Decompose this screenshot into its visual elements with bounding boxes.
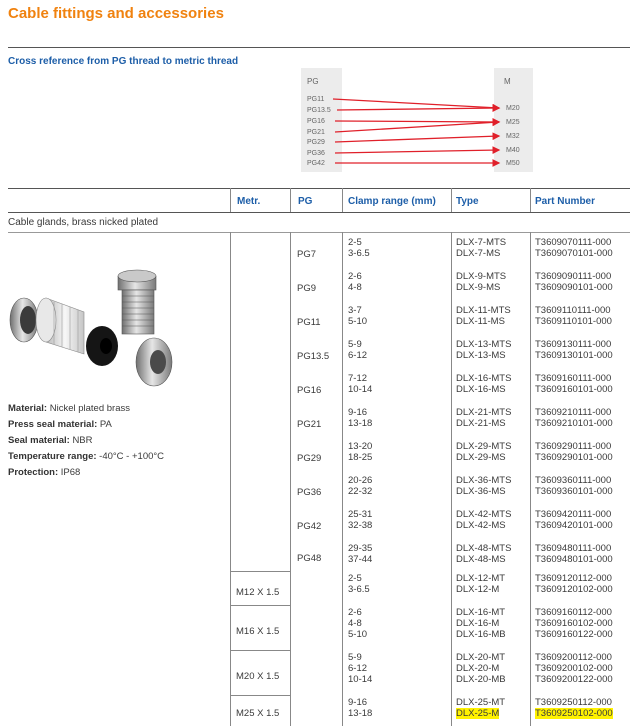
cell-clamp: 2-6 bbox=[348, 271, 362, 282]
cell-type: DLX-13-MS bbox=[456, 350, 506, 361]
pg-label: PG16 bbox=[307, 118, 325, 125]
cell-type: DLX-20-MB bbox=[456, 674, 506, 685]
cell-clamp: 2-5 bbox=[348, 573, 362, 584]
cell-pg: PG36 bbox=[297, 487, 322, 498]
cell-type: DLX-25-MT bbox=[456, 697, 506, 708]
pg-label: PG36 bbox=[307, 150, 325, 157]
cell-type: DLX-20-M bbox=[456, 663, 500, 674]
press-seal bbox=[36, 298, 84, 354]
table-header-border bbox=[8, 212, 630, 213]
section-subtitle: Cross reference from PG thread to metric thread bbox=[8, 56, 239, 67]
cell-part: T3609160102-000 bbox=[535, 618, 613, 629]
cell-part: T3609120102-000 bbox=[535, 584, 613, 595]
cell-clamp: 9-16 bbox=[348, 697, 368, 708]
cell-clamp: 4-8 bbox=[348, 282, 362, 293]
cell-clamp: 3-6.5 bbox=[348, 248, 370, 259]
cell-type: DLX-21-MS bbox=[456, 418, 506, 429]
cell-type: DLX-16-MT bbox=[456, 607, 506, 618]
cell-part: T3609210101-000 bbox=[535, 418, 613, 429]
cell-pg: PG16 bbox=[297, 385, 322, 396]
cell-type: DLX-12-M bbox=[456, 584, 500, 595]
cell-type: DLX-16-MS bbox=[456, 384, 506, 395]
cell-clamp: 32-38 bbox=[348, 520, 373, 531]
cell-type: DLX-16-MB bbox=[456, 629, 506, 640]
cell-part: T3609120112-000 bbox=[535, 573, 612, 584]
cell-part: T3609160101-000 bbox=[535, 384, 613, 395]
cell-type: DLX-29-MTS bbox=[456, 441, 512, 452]
cell-part: T3609290101-000 bbox=[535, 452, 613, 463]
cell-type: DLX-12-MT bbox=[456, 573, 506, 584]
cell-clamp: 3-6.5 bbox=[348, 584, 370, 595]
cross-reference-diagram bbox=[301, 68, 533, 172]
col-divider bbox=[290, 188, 291, 212]
m-column-header: M bbox=[504, 77, 511, 86]
pg-column-header: PG bbox=[307, 77, 319, 86]
cell-part: T3609250112-000 bbox=[535, 697, 612, 708]
arrow-line bbox=[333, 99, 499, 108]
cell-type: DLX-11-MTS bbox=[456, 305, 511, 316]
cell-clamp: 13-20 bbox=[348, 441, 373, 452]
pg-label: PG11 bbox=[307, 96, 325, 103]
press-seal-line: Press seal material: PA bbox=[8, 419, 112, 430]
cell-clamp: 37-44 bbox=[348, 554, 373, 565]
cell-type: DLX-36-MS bbox=[456, 486, 506, 497]
arrow-line bbox=[335, 136, 499, 142]
m-label: M20 bbox=[506, 105, 520, 112]
pg-label: PG42 bbox=[307, 160, 325, 167]
col-divider bbox=[451, 232, 452, 726]
col-divider bbox=[451, 188, 452, 212]
m-label: M40 bbox=[506, 147, 520, 154]
temperature-line: Temperature range: -40°C - +100°C bbox=[8, 451, 165, 462]
arrow-line bbox=[335, 122, 499, 132]
col-divider bbox=[530, 188, 531, 212]
arrow-line bbox=[335, 150, 499, 153]
cell-clamp: 5-9 bbox=[348, 652, 362, 663]
col-divider bbox=[342, 232, 343, 726]
metric-group-divider bbox=[230, 605, 290, 606]
m-label: M50 bbox=[506, 160, 520, 167]
col-header-clamp: Clamp range (mm) bbox=[348, 196, 436, 207]
col-divider bbox=[230, 232, 231, 726]
cell-clamp: 18-25 bbox=[348, 452, 373, 463]
cell-pg: PG7 bbox=[297, 249, 317, 260]
cell-part: T3609250102-000 bbox=[535, 708, 613, 719]
cell-part: T3609110101-000 bbox=[535, 316, 612, 327]
cell-type: DLX-11-MS bbox=[456, 316, 505, 327]
cell-part: T3609110111-000 bbox=[535, 305, 611, 316]
cell-type: DLX-9-MTS bbox=[456, 271, 507, 282]
cell-clamp: 29-35 bbox=[348, 543, 373, 554]
cell-type: DLX-29-MS bbox=[456, 452, 506, 463]
cell-part: T3609070111-000 bbox=[535, 237, 612, 248]
metric-group-divider bbox=[230, 650, 290, 651]
cell-part: T3609160112-000 bbox=[535, 607, 612, 618]
seal-insert bbox=[86, 326, 118, 366]
col-header-part: Part Number bbox=[535, 196, 596, 207]
cell-part: T3609160122-000 bbox=[535, 629, 613, 640]
cell-part: T3609420111-000 bbox=[535, 509, 612, 520]
cell-type: DLX-20-MT bbox=[456, 652, 506, 663]
metric-group-divider bbox=[230, 571, 290, 572]
cell-part: T3609480101-000 bbox=[535, 554, 613, 565]
col-divider bbox=[530, 232, 531, 726]
cell-clamp: 20-26 bbox=[348, 475, 373, 486]
table-top-border bbox=[8, 188, 630, 189]
cell-clamp: 4-8 bbox=[348, 618, 362, 629]
m-label: M25 bbox=[506, 119, 520, 126]
cell-clamp: 10-14 bbox=[348, 674, 373, 685]
cell-type: DLX-9-MS bbox=[456, 282, 501, 293]
seal-material-line: Seal material: NBR bbox=[8, 435, 93, 446]
cell-clamp: 2-6 bbox=[348, 607, 362, 618]
cell-type: DLX-16-MTS bbox=[456, 373, 512, 384]
cell-part: T3609160111-000 bbox=[535, 373, 612, 384]
cell-clamp: 22-32 bbox=[348, 486, 373, 497]
cell-type: DLX-13-MTS bbox=[456, 339, 512, 350]
cell-type: DLX-42-MS bbox=[456, 520, 506, 531]
cell-type: DLX-48-MS bbox=[456, 554, 506, 565]
cell-clamp: 13-18 bbox=[348, 708, 373, 719]
cell-metr: M25 X 1.5 bbox=[236, 708, 280, 719]
cell-part: T3609200112-000 bbox=[535, 652, 612, 663]
cell-clamp: 3-7 bbox=[348, 305, 362, 316]
cell-type: DLX-21-MTS bbox=[456, 407, 512, 418]
cell-clamp: 2-5 bbox=[348, 237, 362, 248]
pg-label: PG13.5 bbox=[307, 107, 331, 114]
cell-metr: M20 X 1.5 bbox=[236, 671, 280, 682]
lock-nut bbox=[10, 298, 38, 342]
col-divider bbox=[230, 188, 231, 212]
cell-type: DLX-36-MTS bbox=[456, 475, 512, 486]
metric-group-divider bbox=[230, 695, 290, 696]
cell-part: T3609420101-000 bbox=[535, 520, 613, 531]
cell-part: T3609290111-000 bbox=[535, 441, 612, 452]
cell-metr: M16 X 1.5 bbox=[236, 626, 280, 637]
cell-pg: PG9 bbox=[297, 283, 317, 294]
cell-part: T3609130111-000 bbox=[535, 339, 612, 350]
cell-pg: PG29 bbox=[297, 453, 322, 464]
cell-clamp: 5-10 bbox=[348, 629, 368, 640]
cell-pg: PG13.5 bbox=[297, 351, 330, 362]
cell-pg: PG11 bbox=[297, 317, 321, 328]
cable-gland-photo bbox=[6, 262, 176, 392]
cell-part: T3609130101-000 bbox=[535, 350, 613, 361]
cell-pg: PG42 bbox=[297, 521, 322, 532]
cell-part: T3609200102-000 bbox=[535, 663, 613, 674]
pg-label: PG29 bbox=[307, 139, 325, 146]
cell-pg: PG48 bbox=[297, 553, 322, 564]
cell-clamp: 5-10 bbox=[348, 316, 368, 327]
cell-part: T3609090111-000 bbox=[535, 271, 612, 282]
col-header-pg: PG bbox=[298, 196, 313, 207]
col-divider bbox=[342, 188, 343, 212]
cell-clamp: 7-12 bbox=[348, 373, 368, 384]
gland-body bbox=[118, 270, 156, 334]
arrow-line bbox=[337, 108, 499, 110]
section-divider bbox=[8, 47, 630, 48]
m-label: M32 bbox=[506, 133, 520, 140]
cell-type: DLX-25-M bbox=[456, 708, 500, 719]
cell-part: T3609360101-000 bbox=[535, 486, 613, 497]
cell-type: DLX-7-MS bbox=[456, 248, 501, 259]
cell-clamp: 25-31 bbox=[348, 509, 373, 520]
col-divider bbox=[290, 232, 291, 726]
cell-part: T3609200122-000 bbox=[535, 674, 613, 685]
cell-clamp: 9-16 bbox=[348, 407, 368, 418]
category-title: Cable glands, brass nicked plated bbox=[8, 217, 159, 228]
material-line: Material: Nickel plated brass bbox=[8, 403, 130, 414]
protection-line: Protection: IP68 bbox=[8, 467, 81, 478]
dome-nut bbox=[136, 338, 172, 386]
cell-part: T3609360111-000 bbox=[535, 475, 612, 486]
cell-clamp: 13-18 bbox=[348, 418, 373, 429]
col-header-type: Type bbox=[456, 196, 479, 207]
cell-clamp: 6-12 bbox=[348, 350, 368, 361]
pg-label: PG21 bbox=[307, 129, 325, 136]
cell-metr: M12 X 1.5 bbox=[236, 587, 280, 598]
cell-clamp: 6-12 bbox=[348, 663, 368, 674]
cell-part: T3609480111-000 bbox=[535, 543, 612, 554]
arrow-line bbox=[335, 121, 499, 122]
cell-part: T3609090101-000 bbox=[535, 282, 613, 293]
cell-part: T3609070101-000 bbox=[535, 248, 613, 259]
cell-pg: PG21 bbox=[297, 419, 322, 430]
page-title: Cable fittings and accessories bbox=[8, 5, 224, 22]
cell-type: DLX-7-MTS bbox=[456, 237, 507, 248]
cell-clamp: 10-14 bbox=[348, 384, 373, 395]
cell-part: T3609210111-000 bbox=[535, 407, 612, 418]
col-header-metr: Metr. bbox=[237, 196, 261, 207]
cell-type: DLX-48-MTS bbox=[456, 543, 512, 554]
arrows bbox=[301, 68, 533, 172]
category-border bbox=[8, 232, 630, 233]
cell-clamp: 5-9 bbox=[348, 339, 362, 350]
cell-type: DLX-16-M bbox=[456, 618, 500, 629]
cell-type: DLX-42-MTS bbox=[456, 509, 512, 520]
